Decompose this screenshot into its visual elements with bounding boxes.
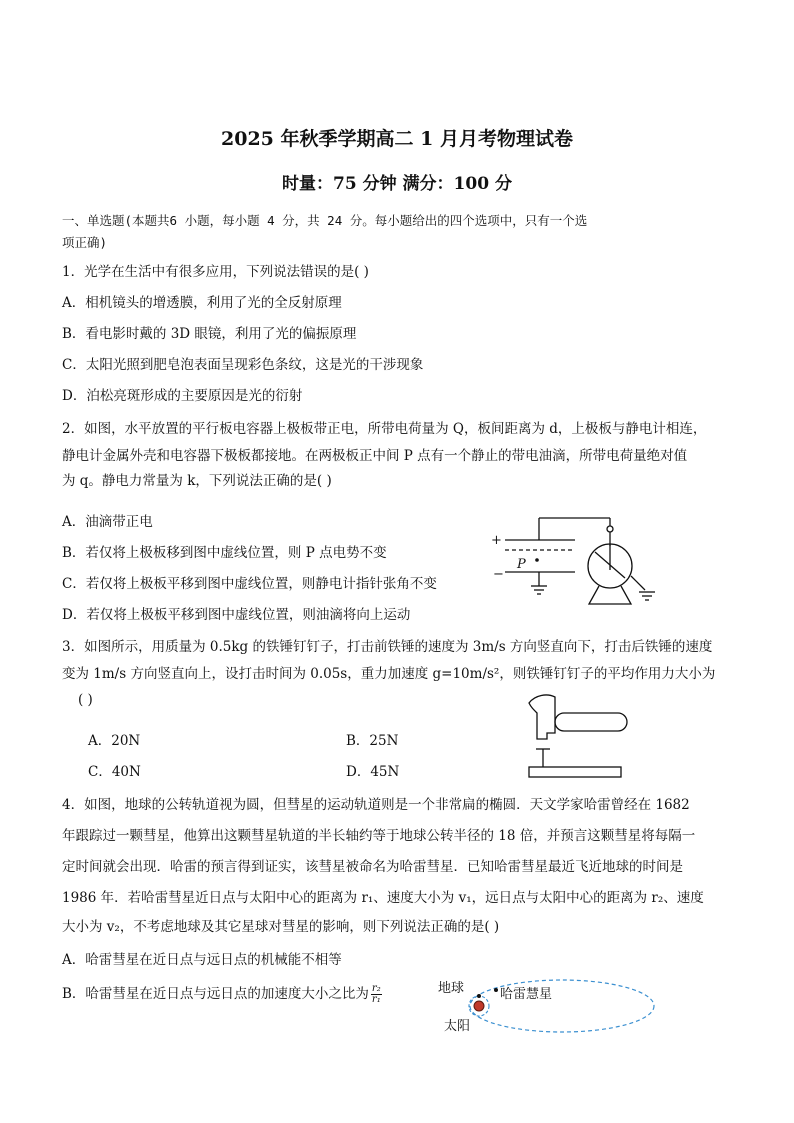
question-4-stem-line2: 年跟踪过一颗彗星，他算出这颗彗星轨道的半长轴约等于地球公转半径的 18 倍，并预言这颗彗星将每隔一 [62,828,696,844]
sun-label: 太阳 [444,1019,471,1034]
question-4-option-b-text: B．哈雷彗星在近日点与远日点的加速度大小之比为 [62,986,369,1002]
question-4-option-a: A．哈雷彗星在近日点与远日点的机械能不相等 [62,952,342,968]
question-3-stem-line1: 3．如图所示，用质量为 0.5kg 的铁锤钉钉子，打击前铁锤的速度为 3m/s 方向竖直向下，打击后铁锤的速度 [62,639,713,655]
comet-dot [494,988,498,992]
question-2-stem-line2: 静电计金属外壳和电容器下极板都接地。在两极板正中间 P 点有一个静止的带电油滴，所带电荷量绝对值 [62,448,688,464]
wood-board [529,767,621,777]
fraction-denominator: r₁ [371,994,381,1005]
comet-label: 哈雷慧星 [500,987,553,1002]
question-2-stem-line1: 2．如图，水平放置的平行板电容器上极板带正电，所带电荷量为 Q，板间距离为 d，上极板与静电计相连， [62,421,707,437]
question-4-stem-line5: 大小为 v₂，不考虑地球及其它星球对彗星的影响，则下列说法正确的是( ) [62,919,500,935]
minus-sign: − [493,567,504,582]
fraction-numerator: r₂ [371,983,381,994]
comet-orbit-figure [432,976,662,1046]
hammer-head [529,695,555,739]
hammer-handle [555,713,627,731]
question-1-option-d: D．泊松亮斑形成的主要原因是光的衍射 [62,388,303,404]
question-3-option-c: C．40N [88,764,141,780]
earth-label: 地球 [438,981,465,996]
comet-orbit [470,980,654,1032]
question-2-option-d: D．若仅将上极板平移到图中虚线位置，则油滴将向上运动 [62,607,411,623]
section-heading-cont: 项正确) [62,235,108,250]
capacitor-electroscope-figure [485,512,685,612]
question-2-option-b: B．若仅将上极板移到图中虚线位置，则 P 点电势不变 [62,545,387,561]
earth-dot [477,994,481,998]
question-4-stem-line3: 定时间就会出现．哈雷的预言得到证实，该彗星被命名为哈雷彗星．已知哈雷彗星最近飞近地球的时间是 [62,859,683,875]
point-p-label: P [517,557,526,572]
question-3-option-b: B．25N [346,733,399,749]
question-3-stem-line2: 变为 1m/s 方向竖直向上，设打击时间为 0.05s，重力加速度 g=10m/s²，则铁锤钉钉子的平均作用力大小为 [62,666,716,682]
question-1-option-a: A．相机镜头的增透膜，利用了光的全反射原理 [62,295,342,311]
question-1-stem: 1．光学在生活中有很多应用，下列说法错误的是( ) [62,264,369,280]
question-1-option-c: C．太阳光照到肥皂泡表面呈现彩色条纹，这是光的干涉现象 [62,357,424,373]
question-2-stem-line3: 为 q。静电力常量为 k，下列说法正确的是( ) [62,473,332,489]
question-2-option-a: A．油滴带正电 [62,514,153,530]
question-1-option-b: B．看电影时戴的 3D 眼镜，利用了光的偏振原理 [62,326,357,342]
question-3-option-a: A．20N [88,733,141,749]
plus-sign: + [491,533,502,548]
question-3-stem-line3: ( ) [78,692,93,708]
hammer-nail-figure [525,693,635,785]
question-3-option-d: D．45N [346,764,400,780]
ratio-fraction [371,984,382,1005]
exam-info: 时量：75 分钟 满分：100 分 [282,174,512,194]
oil-drop-dot [535,558,539,562]
question-2-option-c: C．若仅将上极板平移到图中虚线位置，则静电计指针张角不变 [62,576,437,592]
question-4-stem-line4: 1986 年．若哈雷彗星近日点与太阳中心的距离为 r₁、速度大小为 v₁，远日点与太阳中心的距离为 r₂、速度 [62,890,704,906]
sun-icon [474,1001,484,1011]
question-4-stem-line1: 4．如图，地球的公转轨道视为圆，但彗星的运动轨道则是一个非常扁的椭圆．天文学家哈雷曾经在 1682 [62,797,690,813]
question-4-option-b [62,984,382,1005]
section-heading: 一、单选题(本题共6 小题，每小题 4 分，共 24 分。每小题给出的四个选项中，只有一个选 [62,213,588,228]
page-title: 2025 年秋季学期高二 1 月月考物理试卷 [221,128,573,150]
